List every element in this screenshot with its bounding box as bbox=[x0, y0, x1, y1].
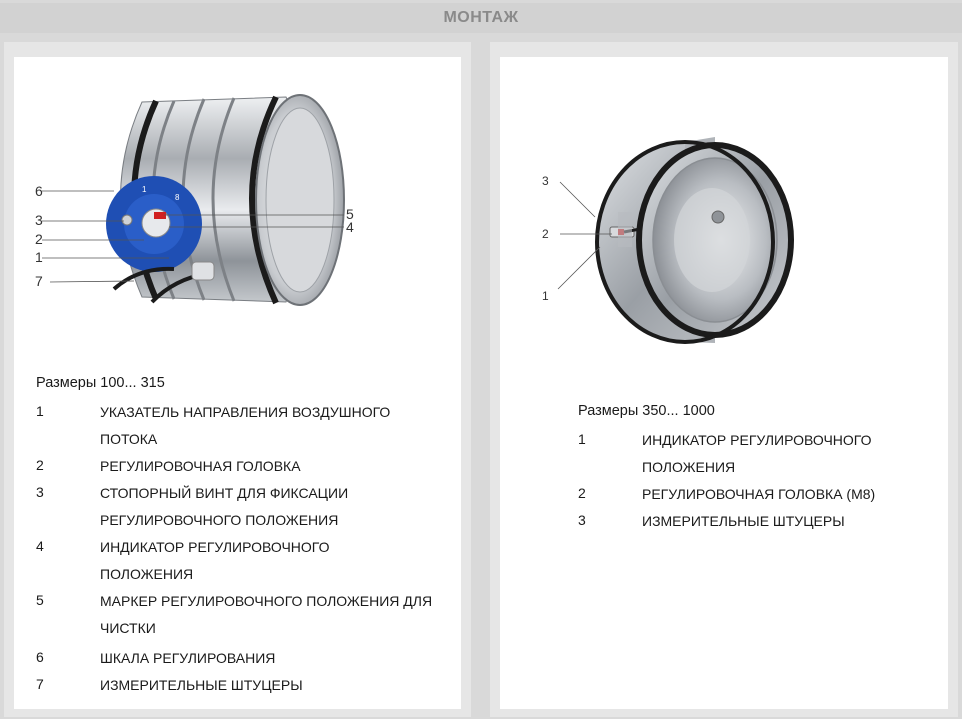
legend-number: 7 bbox=[36, 676, 44, 692]
legend-item bbox=[578, 508, 938, 535]
legend-item bbox=[578, 481, 938, 508]
callout-1: 1 bbox=[542, 289, 549, 303]
dial-scale-mark-1: 1 bbox=[142, 185, 147, 194]
callout-6: 6 bbox=[35, 183, 43, 199]
callout-5: 5 bbox=[346, 206, 354, 222]
callout-4: 4 bbox=[346, 219, 354, 235]
size-caption: Размеры 100... 315 bbox=[36, 375, 165, 391]
callout-3: 3 bbox=[542, 174, 549, 188]
legend-text: РЕГУЛИРОВОЧНАЯ ГОЛОВКА (М8) bbox=[642, 486, 876, 502]
legend-text: МАРКЕР РЕГУЛИРОВОЧНОГО ПОЛОЖЕНИЯ ДЛЯ ЧИСТКИ bbox=[100, 593, 433, 636]
legend-number: 2 bbox=[578, 485, 586, 501]
left-panel bbox=[4, 42, 471, 717]
legend-text: ИНДИКАТОР РЕГУЛИРОВОЧНОГО ПОЛОЖЕНИЯ bbox=[100, 539, 330, 582]
legend-item bbox=[36, 588, 461, 645]
legend-text: ИЗМЕРИТЕЛЬНЫЕ ШТУЦЕРЫ bbox=[100, 677, 303, 693]
damper-large-illustration bbox=[500, 57, 948, 377]
legend-number: 1 bbox=[36, 403, 44, 419]
legend-item bbox=[36, 645, 461, 672]
legend-item bbox=[36, 480, 461, 534]
legend-number: 5 bbox=[36, 592, 44, 608]
legend-list bbox=[578, 427, 938, 535]
legend-number: 3 bbox=[36, 484, 44, 500]
legend-number: 3 bbox=[578, 512, 586, 528]
section-header bbox=[0, 3, 962, 33]
right-panel-content bbox=[500, 57, 948, 709]
legend-text: РЕГУЛИРОВОЧНАЯ ГОЛОВКА bbox=[100, 458, 301, 474]
callout-1: 1 bbox=[35, 249, 43, 265]
legend-text: УКАЗАТЕЛЬ НАПРАВЛЕНИЯ ВОЗДУШНОГО ПОТОКА bbox=[100, 404, 391, 447]
size-caption: Размеры 350... 1000 bbox=[578, 403, 715, 419]
callout-3: 3 bbox=[35, 212, 43, 228]
legend-number: 4 bbox=[36, 538, 44, 554]
legend-text: ШКАЛА РЕГУЛИРОВАНИЯ bbox=[100, 650, 276, 666]
legend-item bbox=[36, 672, 461, 699]
callout-2: 2 bbox=[35, 231, 43, 247]
right-panel bbox=[490, 42, 958, 717]
legend-text: ИНДИКАТОР РЕГУЛИРОВОЧНОГО ПОЛОЖЕНИЯ bbox=[642, 432, 872, 475]
legend-item bbox=[578, 427, 938, 481]
legend-number: 1 bbox=[578, 431, 586, 447]
section-title: МОНТАЖ bbox=[443, 9, 519, 26]
legend-number: 6 bbox=[36, 649, 44, 665]
legend-list bbox=[36, 399, 461, 699]
legend-item bbox=[36, 399, 461, 453]
legend-text: ИЗМЕРИТЕЛЬНЫЕ ШТУЦЕРЫ bbox=[642, 513, 845, 529]
dial-scale-mark-8: 8 bbox=[175, 193, 180, 202]
damper-small-illustration bbox=[14, 57, 461, 377]
legend-item bbox=[36, 534, 461, 588]
left-panel-content bbox=[14, 57, 461, 709]
legend-text: СТОПОРНЫЙ ВИНТ ДЛЯ ФИКСАЦИИ РЕГУЛИРОВОЧНОГО ПОЛОЖЕНИЯ bbox=[100, 485, 349, 528]
callout-7: 7 bbox=[35, 273, 43, 289]
callout-2: 2 bbox=[542, 227, 549, 241]
legend-item bbox=[36, 453, 461, 480]
legend-number: 2 bbox=[36, 457, 44, 473]
